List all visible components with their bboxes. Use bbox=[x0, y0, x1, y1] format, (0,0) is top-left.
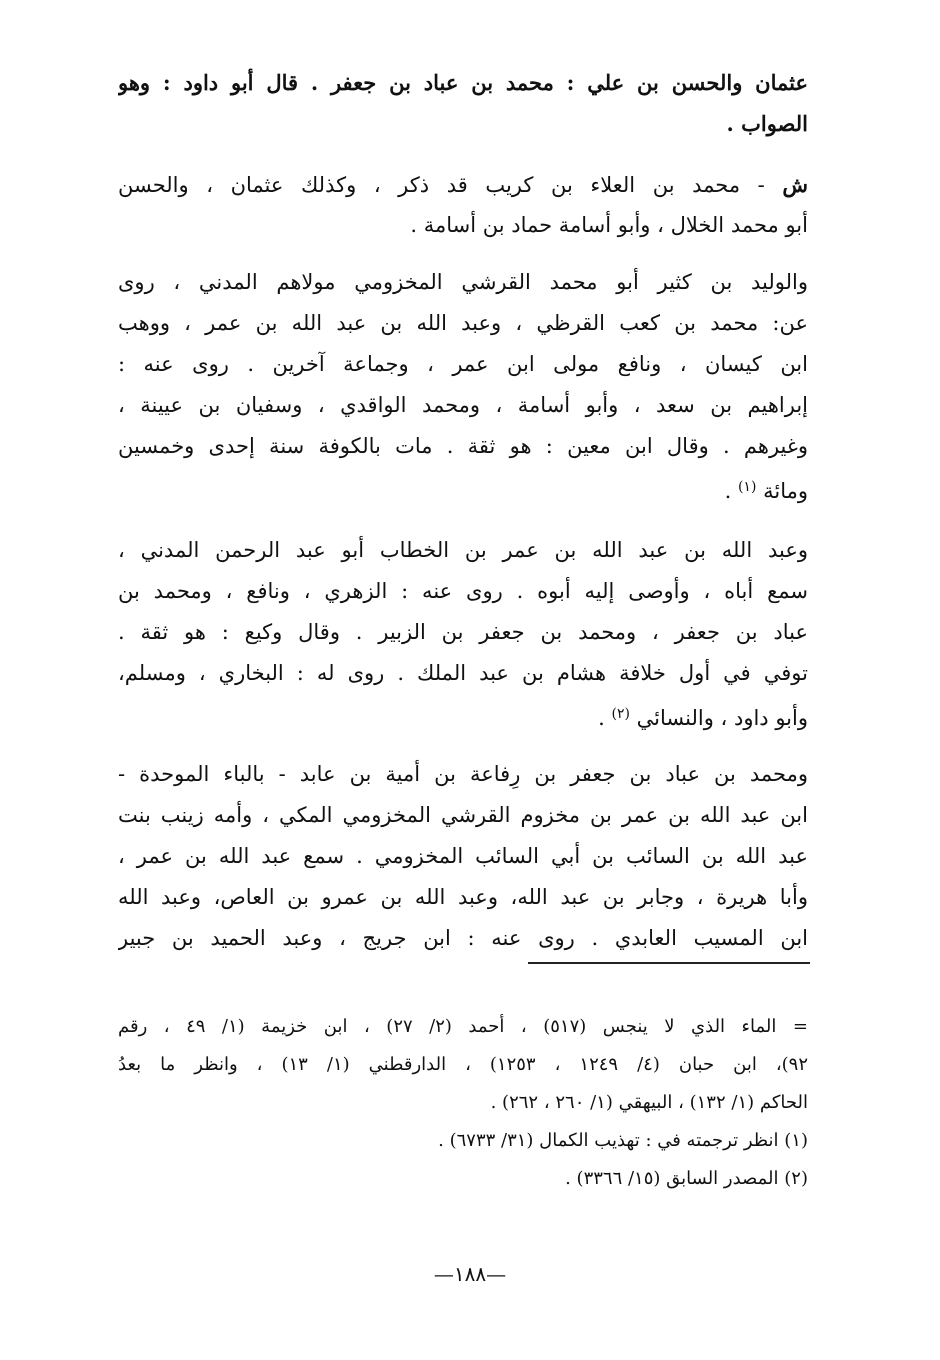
text-line bbox=[118, 164, 808, 205]
page-number: —١٨٨— bbox=[433, 1262, 507, 1286]
text-span: ومائة bbox=[756, 479, 808, 503]
text-line: إبراهيم بن سعد ، وأبو أسامة ، ومحمد الواقدي ، وسفيان بن عيينة ، bbox=[118, 393, 808, 417]
text-line: أبو محمد الخلال ، وأبو أسامة حماد بن أسامة . bbox=[410, 213, 808, 237]
text-span: . bbox=[598, 706, 612, 730]
text-span: وأبو داود ، والنسائي bbox=[629, 706, 808, 730]
text-line: سمع أباه ، وأوصى إليه أبوه . روى عنه : الزهري ، ونافع ، ومحمد بن bbox=[118, 579, 808, 603]
paragraph-2 bbox=[118, 164, 808, 246]
text-line: ابن كيسان ، ونافع مولى ابن عمر ، وجماعة آخرين . روى عنه : bbox=[118, 352, 808, 376]
footnote-separator bbox=[528, 962, 810, 964]
text-line: عبد الله بن السائب بن أبي السائب المخزومي . سمع عبد الله بن عمر ، bbox=[118, 844, 808, 868]
footnotes bbox=[118, 1008, 808, 1198]
text-line: عن: محمد بن كعب القرظي ، وعبد الله بن عبد الله بن عمر ، ووهب bbox=[118, 311, 808, 335]
footnote-line: ٩٢)، ابن حبان (٤/ ١٢٤٩ ، ١٢٥٣) ، الدارقطني (١/ ١٣) ، وانظر ما بعدُ bbox=[118, 1054, 808, 1075]
paragraph-5 bbox=[118, 754, 808, 959]
commentary-marker: ش bbox=[782, 172, 808, 197]
paragraph-4 bbox=[118, 530, 808, 735]
text-line: وأبا هريرة ، وجابر بن عبد الله، وعبد الله بن عمرو بن العاص، وعبد الله bbox=[118, 885, 808, 909]
paragraph-3 bbox=[118, 262, 808, 508]
text-line bbox=[118, 467, 808, 508]
paragraph-1 bbox=[118, 62, 808, 144]
text-line: ومحمد بن عباد بن جعفر بن رِفاعة بن أمية بن عابد - بالباء الموحدة - bbox=[118, 762, 808, 786]
text-line: عباد بن جعفر ، ومحمد بن جعفر بن الزبير . وقال وكيع : هو ثقة . bbox=[118, 620, 808, 644]
footnote-line: = الماء الذي لا ينجس (٥١٧) ، أحمد (٢/ ٢٧) ، ابن خزيمة (١/ ٤٩ ، رقم bbox=[118, 1016, 808, 1037]
text-line: ابن عبد الله بن عمر بن مخزوم القرشي المخزومي المكي ، وأمه زينب بنت bbox=[118, 803, 808, 827]
text-line: عثمان والحسن بن علي : محمد بن عباد بن جعفر . قال أبو داود : وهو bbox=[118, 70, 808, 95]
footnote-ref: (١) bbox=[737, 479, 757, 495]
text-line bbox=[118, 694, 808, 735]
text-span: . bbox=[724, 479, 738, 503]
footnote-1: (١) انظر ترجمته في : تهذيب الكمال (٣١/ ٦٧٣٣) . bbox=[438, 1130, 808, 1151]
text-line: وعبد الله بن عبد الله بن عمر بن الخطاب أبو عبد الرحمن المدني ، bbox=[118, 538, 808, 562]
text-line: الصواب . bbox=[726, 111, 808, 136]
text-line: توفي في أول خلافة هشام بن عبد الملك . روى له : البخاري ، ومسلم، bbox=[118, 661, 808, 685]
text-span: - محمد بن العلاء بن كريب قد ذكر ، وكذلك عثمان ، والحسن bbox=[118, 173, 783, 197]
text-line: وغيرهم . وقال ابن معين : هو ثقة . مات بالكوفة سنة إحدى وخمسين bbox=[118, 434, 808, 458]
footnote-2: (٢) المصدر السابق (١٥/ ٣٣٦٦) . bbox=[565, 1168, 808, 1189]
text-line: والوليد بن كثير أبو محمد القرشي المخزومي مولاهم المدني ، روى bbox=[118, 270, 808, 294]
footnote-ref: (٢) bbox=[611, 706, 630, 722]
text-line: ابن المسيب العابدي . روى عنه : ابن جريج ، وعبد الحميد بن جبير bbox=[118, 926, 808, 950]
footnote-line: الحاكم (١/ ١٣٢) ، البيهقي (١/ ٢٦٠ ، ٢٦٢) . bbox=[490, 1092, 808, 1113]
